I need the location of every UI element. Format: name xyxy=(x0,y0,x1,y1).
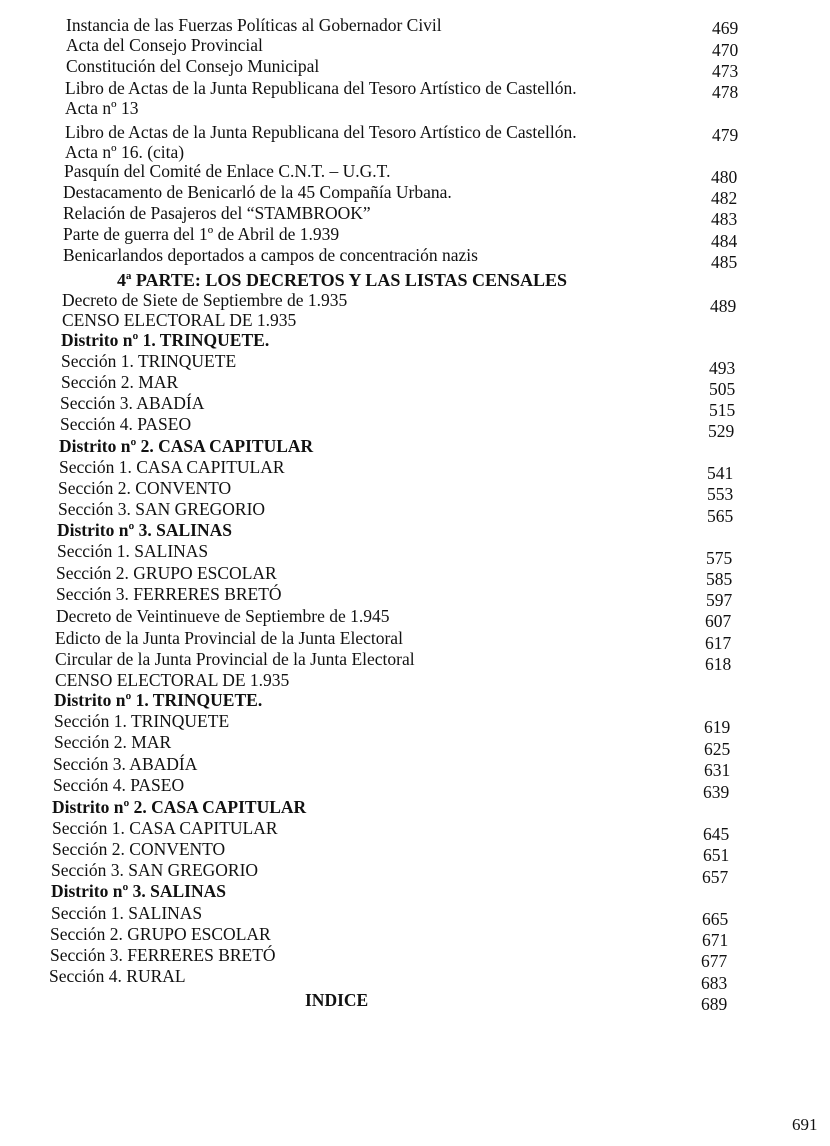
toc-page: 541 xyxy=(707,463,734,483)
toc-page: 651 xyxy=(703,845,730,865)
toc-entry: Sección 1. TRINQUETE xyxy=(54,711,230,731)
toc-page: 484 xyxy=(711,231,738,251)
district-heading: Distrito nº 1. TRINQUETE. xyxy=(54,690,263,710)
toc-page: 645 xyxy=(703,824,730,844)
index-heading: INDICE xyxy=(305,990,369,1010)
toc-entry: Sección 3. FERRERES BRETÓ xyxy=(50,945,276,965)
toc-entry: Sección 2. GRUPO ESCOLAR xyxy=(50,924,271,944)
toc-page: 505 xyxy=(709,379,736,399)
toc-entry: Benicarlandos deportados a campos de concentración nazis xyxy=(63,245,478,265)
toc-entry: Sección 1. CASA CAPITULAR xyxy=(59,457,285,477)
toc-page: 683 xyxy=(701,973,728,993)
toc-entry: Sección 4. RURAL xyxy=(49,966,186,986)
district-heading: Distrito nº 3. SALINAS xyxy=(51,881,226,901)
toc-page: 480 xyxy=(711,167,738,187)
toc-entry: CENSO ELECTORAL DE 1.935 xyxy=(62,310,297,330)
toc-entry: Sección 3. SAN GREGORIO xyxy=(58,499,266,519)
toc-page: 617 xyxy=(705,633,732,653)
toc-entry: Sección 2. MAR xyxy=(61,372,179,392)
toc-page: 479 xyxy=(712,125,739,145)
toc-page: 597 xyxy=(706,590,733,610)
toc-page: 657 xyxy=(702,867,729,887)
toc-entry: Sección 2. CONVENTO xyxy=(58,478,232,498)
toc-page: 478 xyxy=(712,82,739,102)
toc-entry: Sección 4. PASEO xyxy=(60,414,192,434)
toc-page: 677 xyxy=(701,951,728,971)
toc-entry: Sección 2. GRUPO ESCOLAR xyxy=(56,563,277,583)
toc-entry: Constitución del Consejo Municipal xyxy=(66,56,320,76)
toc-page: 470 xyxy=(712,40,739,60)
toc-entry: Libro de Actas de la Junta Republicana del Tesoro Artístico de Castellón. xyxy=(65,78,577,98)
toc-entry: Sección 1. SALINAS xyxy=(51,903,203,923)
toc-entry: Sección 1. TRINQUETE xyxy=(61,351,237,371)
toc-page: 618 xyxy=(705,654,732,674)
district-heading: Distrito nº 3. SALINAS xyxy=(57,520,232,540)
toc-entry: Libro de Actas de la Junta Republicana del Tesoro Artístico de Castellón. xyxy=(65,122,577,142)
toc-page: 482 xyxy=(711,188,738,208)
toc-entry: Sección 3. ABADÍA xyxy=(60,393,205,413)
toc-entry-cont: Acta nº 16. (cita) xyxy=(65,142,185,162)
toc-page: 619 xyxy=(704,717,731,737)
toc-entry: Sección 2. MAR xyxy=(54,732,172,752)
toc-entry: Parte de guerra del 1º de Abril de 1.939 xyxy=(63,224,340,244)
toc-page: 625 xyxy=(704,739,731,759)
toc-page: 585 xyxy=(706,569,733,589)
toc-entry: Instancia de las Fuerzas Políticas al Gobernador Civil xyxy=(66,15,442,35)
toc-page: 639 xyxy=(703,782,730,802)
toc-entry: Relación de Pasajeros del “STAMBROOK” xyxy=(63,203,371,223)
toc-entry: Circular de la Junta Provincial de la Junta Electoral xyxy=(55,649,415,669)
page-number: 691 xyxy=(792,1115,818,1134)
toc-entry: Sección 1. SALINAS xyxy=(57,541,209,561)
toc-entry: Decreto de Veintinueve de Septiembre de 1.945 xyxy=(56,606,390,626)
toc-page: 671 xyxy=(702,930,729,950)
toc-page: 607 xyxy=(705,611,732,631)
toc-entry: Edicto de la Junta Provincial de la Junta Electoral xyxy=(55,628,403,648)
district-heading: Distrito nº 1. TRINQUETE. xyxy=(61,330,270,350)
toc-page: 565 xyxy=(707,506,734,526)
toc-page: 493 xyxy=(709,358,736,378)
toc-page: 665 xyxy=(702,909,729,929)
toc-page: 529 xyxy=(708,421,735,441)
toc-entry: Pasquín del Comité de Enlace C.N.T. – U.G.T. xyxy=(64,161,391,181)
toc-page: 689 xyxy=(701,994,728,1014)
toc-page: 489 xyxy=(710,296,737,316)
toc-page: 473 xyxy=(712,61,739,81)
district-heading: Distrito nº 2. CASA CAPITULAR xyxy=(52,797,307,817)
toc-entry: Destacamento de Benicarló de la 45 Compañía Urbana. xyxy=(63,182,452,202)
toc-page: 631 xyxy=(704,760,731,780)
toc-page: 485 xyxy=(711,252,738,272)
toc-entry: Sección 1. CASA CAPITULAR xyxy=(52,818,278,838)
toc-entry: Sección 3. ABADÍA xyxy=(53,754,198,774)
toc-page: 483 xyxy=(711,209,738,229)
toc-entry: Acta del Consejo Provincial xyxy=(66,35,263,55)
toc-page: 515 xyxy=(709,400,736,420)
section-heading: 4ª PARTE: LOS DECRETOS Y LAS LISTAS CENSALES xyxy=(117,270,568,290)
toc-page: 553 xyxy=(707,484,734,504)
toc-entry: CENSO ELECTORAL DE 1.935 xyxy=(55,670,290,690)
toc-entry: Decreto de Siete de Septiembre de 1.935 xyxy=(62,290,348,310)
district-heading: Distrito nº 2. CASA CAPITULAR xyxy=(59,436,314,456)
toc-page: 575 xyxy=(706,548,733,568)
toc-entry: Sección 3. FERRERES BRETÓ xyxy=(56,584,282,604)
toc-entry: Sección 4. PASEO xyxy=(53,775,185,795)
toc-entry: Sección 2. CONVENTO xyxy=(52,839,226,859)
toc-page: 469 xyxy=(712,18,739,38)
toc-entry: Sección 3. SAN GREGORIO xyxy=(51,860,259,880)
toc-entry-cont: Acta nº 13 xyxy=(65,98,139,118)
